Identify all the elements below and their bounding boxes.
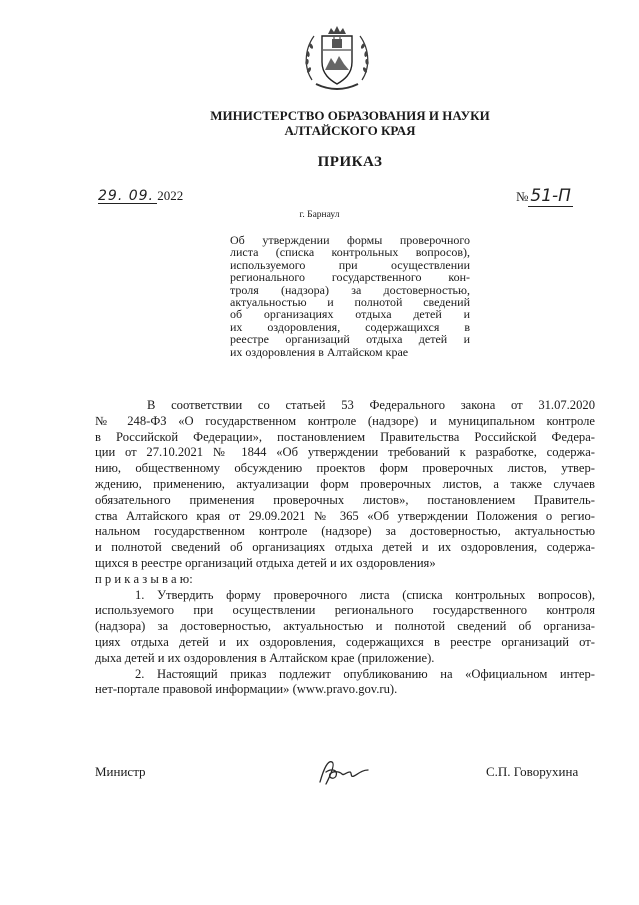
subject-line: троля (надзора) за достоверностью, [230, 282, 470, 297]
handwritten-signature-icon [316, 754, 376, 788]
subject-line: актуальностью и полнотой сведений [230, 295, 470, 310]
subject-line: Об утверждении формы проверочного [230, 233, 470, 247]
preamble-line: № 248-ФЗ «О государственном контроле (надзоре) и муниципальном контроле [95, 413, 595, 428]
preamble-line: ждению, применению, актуализации форм проверочных листов, а также случаев [95, 476, 595, 491]
handwritten-number: 51-П [530, 186, 571, 206]
subject-line: листа (списка контрольных вопросов), [230, 245, 470, 260]
subject-line: используемого при осуществлении [230, 257, 470, 272]
coat-of-arms-icon [298, 20, 376, 98]
item1-line: циях отдыха детей и их оздоровления, содержащихся в реестре организаций от- [95, 634, 595, 649]
subject-line: регионального государственного кон- [230, 270, 470, 285]
number-prefix: № [516, 189, 529, 204]
item1-line: используемого при осуществлении регионального государственного контроля [95, 603, 595, 618]
signer-position: Министр [95, 764, 146, 779]
preamble-line: и полнотой сведений об организациях отдыха детей и их оздоровления, содержа- [95, 540, 595, 555]
preamble-line: нию, общественному обсуждению проектов форм проверочных листов, утвер- [95, 461, 595, 476]
document-date [98, 188, 183, 204]
item1-line: дыха детей и их оздоровления в Алтайском крае (приложение). [95, 650, 435, 665]
document-number [516, 186, 573, 206]
item1-line: 1. Утвердить форму проверочного листа (списка контрольных вопросов), [135, 587, 595, 602]
subject-line: их оздоровления, содержащихся в [230, 319, 470, 334]
document-title: ПРИКАЗ [317, 154, 383, 170]
ministry-line1: МИНИСТЕРСТВО ОБРАЗОВАНИЯ И НАУКИ [210, 108, 490, 123]
document-city: г. Барнаул [299, 210, 340, 220]
document-subject [230, 234, 470, 358]
preamble-line: ства Алтайского края от 29.09.2021 № 365 «Об утверждении Положения о регио- [95, 508, 595, 523]
order-word: п р и к а з ы в а ю: [95, 571, 193, 586]
subject-line: об организациях отдыха детей и [230, 307, 470, 322]
preamble-line: в Российской Федерации», постановлением Правительства Российской Федера- [95, 429, 595, 444]
ministry-name [180, 108, 520, 138]
signer-name: С.П. Говорухина [486, 764, 579, 779]
preamble-line: ции от 27.10.2021 № 1844 «Об утверждении требований к разработке, содержа- [95, 445, 595, 460]
subject-line: их оздоровления в Алтайском крае [230, 344, 409, 359]
preamble-line: нальном государственном контроле (надзоре) за достоверностью, актуальностью [95, 524, 595, 539]
subject-line: реестре организаций отдыха детей и [230, 332, 470, 347]
item2-line: 2. Настоящий приказ подлежит опубликованию на «Официальном интер- [135, 666, 595, 681]
date-year: 2022 [157, 188, 184, 203]
handwritten-date: 29. 09. [98, 188, 154, 204]
preamble-line: щихся в реестре организаций отдыха детей и их оздоровления» [95, 555, 436, 570]
preamble-line: В соответствии со статьей 53 Федерального закона от 31.07.2020 [147, 398, 595, 412]
preamble-line: обязательного применения проверочных листов», постановлением Правитель- [95, 492, 595, 507]
ministry-line2: АЛТАЙСКОГО КРАЯ [284, 123, 416, 138]
document-body [95, 398, 595, 698]
item1-line: (надзора) за достоверностью, актуальностью и полнотой сведений об организа- [95, 619, 595, 634]
item2-line: нет-портале правовой информации» (www.pravo.gov.ru). [95, 682, 398, 697]
